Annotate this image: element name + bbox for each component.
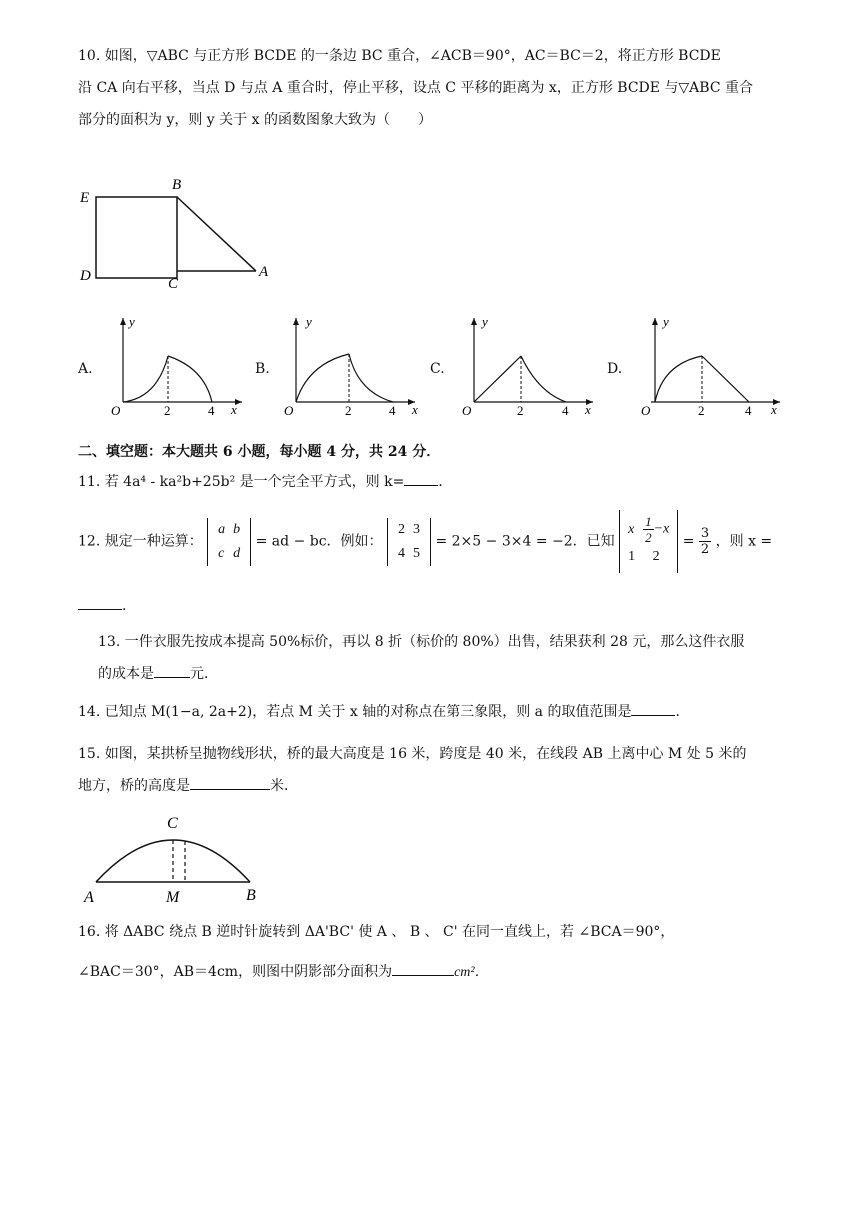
option-d-label[interactable]: D. [607,361,623,377]
square-bcde [96,197,177,278]
q15-post: 米． [270,778,298,794]
curve-part2 [521,356,566,402]
q10-line2: 沿 CA 向右平移，当点 D 与点 A 重合时，停止平移，设点 C 平移的距离为 x，正方形 BCDE 与▽ABC 重合 [78,80,754,96]
q11 [78,472,452,492]
q12 [78,510,772,573]
y-arrow [471,318,477,325]
tick-2: 2 [345,403,352,418]
label-m: M [166,889,180,905]
origin-label: O [284,403,294,418]
x-label: x [231,402,237,417]
q12-eq: = [682,533,695,550]
q12-example-rhs: = 2×5 − 3×4 = −2．已知 [435,533,615,550]
q12-prefix: 12. 规定一种运算： [78,533,203,550]
frac-half [643,514,654,545]
cell-rest: −x [653,521,670,537]
x-label: x [771,402,777,417]
origin-label: O [111,403,121,418]
label-d: D [80,268,91,284]
y-arrow [652,318,658,325]
det-condition [619,510,678,573]
q15-line1: 15. 如图，某拱桥呈抛物线形状，桥的最大高度是 16 米，跨度是 40 米，在线段 AB 上离中心 M 处 5 米的 [78,746,747,762]
cell: d [233,545,241,561]
cell: 1 [628,549,636,564]
y-label: y [129,314,135,329]
cell: x [628,521,635,537]
label-e: E [80,190,90,206]
cell: c [218,545,225,561]
q15-answer-blank[interactable] [190,789,270,790]
tick-2: 2 [517,403,524,418]
tick-2: 2 [164,403,171,418]
q16-line2 [78,962,489,983]
q14 [78,702,689,722]
option-d-graph[interactable] [625,312,785,422]
curve-part2 [702,356,749,402]
q12-line2 [78,596,136,616]
q16-pre: ∠BAC＝30°，AB＝4cm，则图中阴影部分面积为 [78,964,393,980]
q14-text: 14. 已知点 M(1−a, 2a+2)，若点 M 关于 x 轴的对称点在第三象限，则 a 的取值范围是 [78,704,632,720]
q13-answer-blank[interactable] [154,677,190,678]
origin-label: O [641,403,651,418]
q16-answer-blank[interactable] [392,975,454,976]
q10-line3: 部分的面积为 y，则 y 关于 x 的函数图象大致为（ ） [78,112,432,128]
label-a: A [259,264,269,280]
x-label: x [585,402,591,417]
cell: 5 [413,545,421,561]
curve-part1 [123,356,168,402]
cell: 2 [652,549,660,564]
q12-answer-blank[interactable] [78,609,122,610]
q15-figure [78,810,278,905]
q11-answer-blank[interactable] [404,485,438,486]
tick-4: 4 [745,403,752,418]
q11-text: 11. 若 4a⁴ - ka²b+25b² 是一个完全平方式，则 k= [78,474,405,490]
origin-label: O [462,403,472,418]
cell: b [233,521,241,537]
x-label: x [412,402,418,417]
y-label: y [306,314,312,329]
curve-part2 [168,356,212,402]
y-arrow [120,318,126,325]
option-c-graph[interactable] [448,312,598,422]
label-c: C [167,815,178,832]
q13-line2 [98,664,218,684]
det-example [387,518,431,566]
q12-def-rhs: = ad − bc．例如： [255,533,383,550]
q13-pre: 的成本是 [98,666,154,682]
option-c-label[interactable]: C. [430,361,445,377]
q14-end: ． [675,704,690,720]
cell: 4 [398,545,406,561]
tick-4: 4 [389,403,396,418]
num: 1 [645,514,652,529]
curve-part1 [655,356,702,402]
cell: a [218,521,226,537]
q11-end: ． [438,474,453,490]
q12-end: ，则 x = [715,533,773,550]
y-arrow [293,318,299,325]
num: 3 [700,526,710,541]
option-b-graph[interactable] [270,312,420,422]
q12-tail: ． [122,598,136,614]
det-definition [207,518,251,566]
hypotenuse-ba [177,197,256,271]
label-b: B [172,177,182,193]
curve-part2 [349,354,393,402]
label-b: B [246,887,256,904]
tick-4: 4 [208,403,215,418]
y-label: y [663,314,669,329]
q15-line2 [78,776,298,796]
tick-2: 2 [698,403,705,418]
den: 2 [700,542,710,557]
cell: 3 [413,521,421,537]
curve-part1 [474,356,521,402]
q13-line1: 13. 一件衣服先按成本提高 50%标价，再以 8 折（标价的 80%）出售，结果获利 28 元，那么这件衣服 [98,634,745,650]
q16-post: cm²． [454,965,489,980]
label-a: A [84,889,94,905]
den: 2 [645,530,652,545]
tick-4: 4 [562,403,569,418]
option-b-label[interactable]: B. [255,361,270,377]
q15-pre: 地方，桥的高度是 [78,778,190,794]
q10-line1: 10. 如图，▽ABC 与正方形 BCDE 的一条边 BC 重合，∠ACB＝90°，AC＝BC＝2，将正方形 BCDE [78,48,721,64]
q13-post: 元． [190,666,218,682]
section-heading: 二、填空题：本大题共 6 小题，每小题 4 分，共 24 分． [78,444,441,460]
option-a-graph[interactable] [97,312,247,422]
curve-part1 [296,354,349,402]
frac-three-halves [699,526,711,557]
q14-answer-blank[interactable] [631,715,675,716]
cell: 2 [398,521,406,537]
q10-figure [70,170,280,295]
option-a-label[interactable]: A. [78,361,93,377]
y-label: y [482,314,488,329]
q16-line1: 16. 将 ΔABC 绕点 B 逆时针旋转到 ΔA'BC' 使 A 、 B 、 C' 在同一直线上，若 ∠BCA＝90°， [78,924,675,940]
label-c: C [168,276,179,292]
